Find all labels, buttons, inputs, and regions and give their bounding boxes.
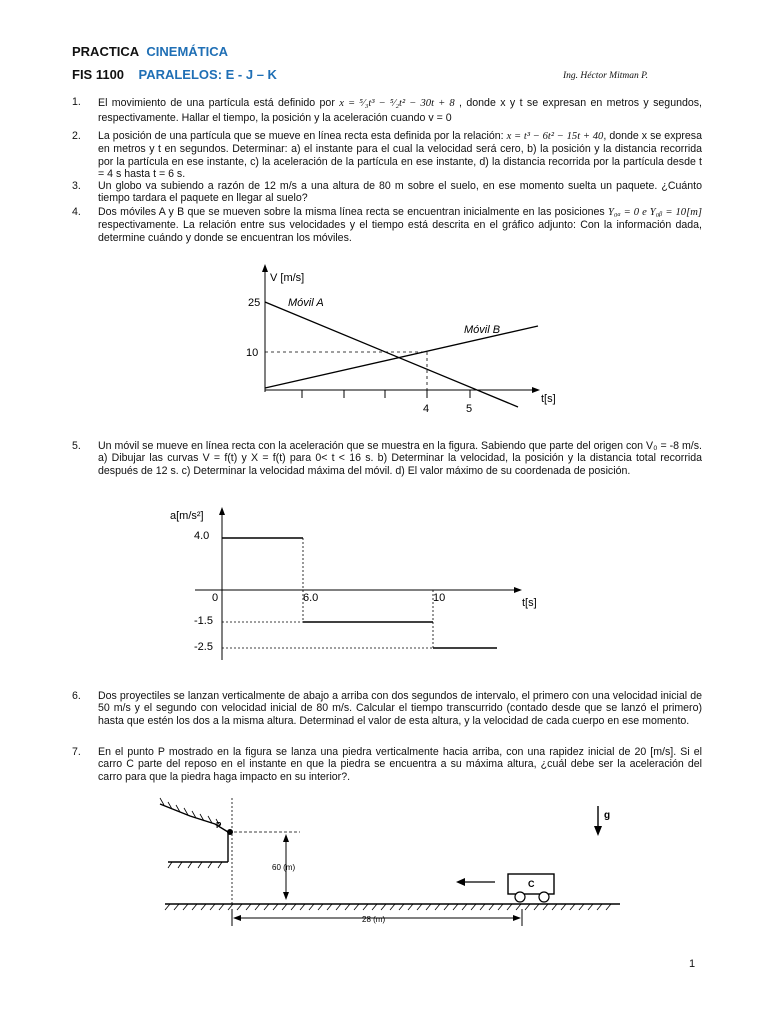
- x-ticks: [302, 390, 470, 398]
- y-tick-10: 10: [246, 347, 259, 359]
- ground-hatch-line: [579, 904, 584, 910]
- question-text: En el punto P mostrado en la figura se lanza una piedra verticalmente hacia arriba, con una rapidez inicial de 20 [m/s]. Si el carro C parte del reposo en el instante en que la piedra se encuentra a su máxima altura, ¿cuál debe ser la aceleración del carro para que la piedra haga impacto en su interior?.: [98, 746, 702, 783]
- ground-hatch-line: [408, 904, 413, 910]
- question-1: [72, 96, 702, 126]
- x-tick-4: 4: [423, 403, 430, 415]
- ground-hatch-line: [327, 904, 332, 910]
- ground-hatch-line: [543, 904, 548, 910]
- ground-hatch-line: [372, 904, 377, 910]
- question-number: 5.: [72, 440, 81, 452]
- course-code: FIS 1100: [72, 67, 125, 82]
- car-direction-arrow: [456, 878, 465, 886]
- equation: x = ⁵⁄₃t³ − ⁵⁄₂t² − 30t + 8: [339, 98, 455, 109]
- parallels: PARALELOS: E - J – K: [138, 67, 277, 82]
- question-number: 6.: [72, 690, 81, 702]
- ground-hatch-line: [597, 904, 602, 910]
- car-wheel-right: [539, 892, 549, 902]
- y-tick-m25: -2.5: [194, 641, 213, 653]
- car-label: C: [528, 879, 535, 889]
- ground-hatch-line: [570, 904, 575, 910]
- y-axis-arrow: [262, 264, 268, 272]
- course-line: [72, 67, 277, 82]
- projectile-figure: [150, 796, 630, 936]
- question-5: [72, 440, 702, 477]
- ground-hatch-line: [273, 904, 278, 910]
- question-number: 4.: [72, 206, 81, 218]
- gravity-arrow: [594, 826, 602, 836]
- ground-hatch-line: [264, 904, 269, 910]
- ground-hatch-line: [552, 904, 557, 910]
- question-text: Un móvil se mueve en línea recta con la aceleración que se muestra en la figura. Sabiendo que parte del origen con V₀ = -8 m/s. a) Dibujar las curvas V = f(t) y X = f(t) para 0< t < 16 s. b) Determinar la velocidad, la posición y la distancia total recorrida después de 12 s. c) Determinar la velocidad máxima del móvil. d) El valor máximo de su coordenada de posición.: [98, 440, 702, 477]
- ground-hatch-line: [336, 904, 341, 910]
- ground-hatch-line: [363, 904, 368, 910]
- question-text: El movimiento de una partícula está definido por: [98, 97, 340, 109]
- height-label: 60 (m): [272, 863, 296, 872]
- ground-hatch-line: [201, 904, 206, 910]
- ground-hatch-line: [606, 904, 611, 910]
- ground-hatch-line: [291, 904, 296, 910]
- question-text: Un globo va subiendo a razón de 12 m/s a una altura de 80 m sobre el suelo, en ese momento suelta un paquete. ¿Cuánto tiempo tardara el paquete en llegar al suelo?: [98, 180, 702, 205]
- ground-hatch-line: [417, 904, 422, 910]
- question-6: [72, 690, 702, 727]
- distance-arrow-right: [513, 915, 521, 921]
- page-number: 1: [689, 958, 696, 970]
- ground-hatch-line: [174, 904, 179, 910]
- author: Ing. Héctor Mitman P.: [563, 71, 649, 81]
- question-text: , donde x se expresa en metros y t en segundos. Determinar: a) el instante para el cual la velocidad será cero, b) la posición y la distancia recorrida por la partícula en ese instante, c) la aceleración de la partícula en ese instante, d) la distancia recorrida por la partícula desde t = 4 s hasta t = 6 s.: [98, 130, 702, 181]
- ground-hatch-line: [390, 904, 395, 910]
- acceleration-graph: [160, 500, 560, 665]
- ground-hatch-line: [318, 904, 323, 910]
- x-tick-0: 0: [212, 592, 219, 604]
- ground-hatch-line: [507, 904, 512, 910]
- height-arrow-up: [283, 834, 289, 842]
- question-7: [72, 746, 702, 783]
- ground-hatch-line: [444, 904, 449, 910]
- ground-hatch-line: [309, 904, 314, 910]
- x-tick-10: 10: [433, 592, 446, 604]
- x-axis-label: t[s]: [522, 597, 537, 609]
- gravity-label: g: [604, 810, 611, 821]
- ground-hatch-line: [354, 904, 359, 910]
- ground-hatch-line: [471, 904, 476, 910]
- ground-hatch-line: [192, 904, 197, 910]
- question-number: 7.: [72, 746, 81, 758]
- velocity-graph: [230, 262, 570, 422]
- equation: x = t³ − 6t² − 15t + 40: [506, 131, 604, 142]
- y-axis-label: a[m/s²]: [170, 510, 204, 522]
- ground-hatch-line: [489, 904, 494, 910]
- question-number: 2.: [72, 130, 81, 142]
- question-text: respectivamente. La relación entre sus velocidades y el tiempo está descrita en el gráfico adjunto: Con la información dada, determine cuándo y donde se encuentran los móviles.: [98, 219, 702, 244]
- x-tick-5: 5: [466, 403, 473, 415]
- ground-hatch-line: [165, 904, 170, 910]
- question-text: , donde x y t se expresan en metros y segundos, respectivamente. Hallar el tiempo, la posición y la aceleración cuando v = 0: [98, 97, 702, 124]
- question-number: 1.: [72, 96, 81, 108]
- y-tick-m15: -1.5: [194, 615, 213, 627]
- ground-hatch-line: [381, 904, 386, 910]
- ground-hatch-line: [399, 904, 404, 910]
- ledge-hatching: [168, 862, 222, 868]
- distance-arrow-left: [233, 915, 241, 921]
- movil-a-label: Móvil A: [288, 297, 324, 309]
- ground-hatch-line: [498, 904, 503, 910]
- x-axis-arrow: [514, 587, 522, 593]
- cliff-hatching: [160, 798, 220, 826]
- question-text: Dos móviles A y B que se mueven sobre la misma línea recta se encuentran inicialmente en las posiciones: [98, 206, 608, 218]
- y-axis-arrow: [219, 507, 225, 515]
- practice-title: [72, 44, 228, 59]
- height-arrow-down: [283, 892, 289, 900]
- car-wheel-left: [515, 892, 525, 902]
- question-3: [72, 180, 702, 205]
- ground-hatch-line: [237, 904, 242, 910]
- y-axis-label: V [m/s]: [270, 272, 305, 284]
- ground-hatch-line: [345, 904, 350, 910]
- ground-hatch-line: [462, 904, 467, 910]
- ground-hatch-line: [282, 904, 287, 910]
- movil-b-label: Móvil B: [464, 324, 501, 336]
- question-number: 3.: [72, 180, 81, 192]
- question-4: [72, 206, 702, 244]
- ground-hatch-line: [210, 904, 215, 910]
- question-text: La posición de una partícula que se mueve en línea recta esta definida por la relación:: [98, 130, 507, 142]
- x-tick-6: 6.0: [303, 592, 319, 604]
- equation: Y₀ₐ = 0 e Y₀ᵦ = 10[m]: [608, 207, 702, 218]
- ground-hatch-line: [480, 904, 485, 910]
- ground-hatch-line: [219, 904, 224, 910]
- x-axis-arrow: [532, 387, 540, 393]
- question-2: [72, 130, 702, 181]
- ground-hatch-line: [183, 904, 188, 910]
- ground-hatch-line: [426, 904, 431, 910]
- x-axis-label: t[s]: [541, 393, 556, 405]
- y-tick-4: 4.0: [194, 530, 210, 542]
- point-p-label: P: [216, 821, 222, 830]
- distance-label: 28 (m): [362, 915, 386, 924]
- practica-label: PRACTICA: [72, 44, 140, 59]
- ground-hatch-line: [246, 904, 251, 910]
- question-text: Dos proyectiles se lanzan verticalmente de abajo a arriba con dos segundos de intervalo, el primero con una velocidad inicial de 50 m/s y el segundo con velocidad inicial de 80 m/s. Calcular el tiempo transcurrido (contado desde que se lanzó el primero) hasta que estén los dos a la misma altura. Determinad el valor de esta altura, y la velocidad de cada cuerpo en ese momento.: [98, 690, 702, 727]
- ground-hatch-line: [534, 904, 539, 910]
- ground-hatch-line: [300, 904, 305, 910]
- y-tick-25: 25: [248, 297, 261, 309]
- ground-hatch-line: [453, 904, 458, 910]
- topic-label: CINEMÁTICA: [146, 44, 229, 59]
- ground-hatch-line: [561, 904, 566, 910]
- ground-hatch-line: [435, 904, 440, 910]
- ground-hatch-line: [516, 904, 521, 910]
- movil-a-line: [265, 302, 518, 407]
- ground-hatch-line: [525, 904, 530, 910]
- ground-hatch-line: [255, 904, 260, 910]
- ground-hatch-line: [588, 904, 593, 910]
